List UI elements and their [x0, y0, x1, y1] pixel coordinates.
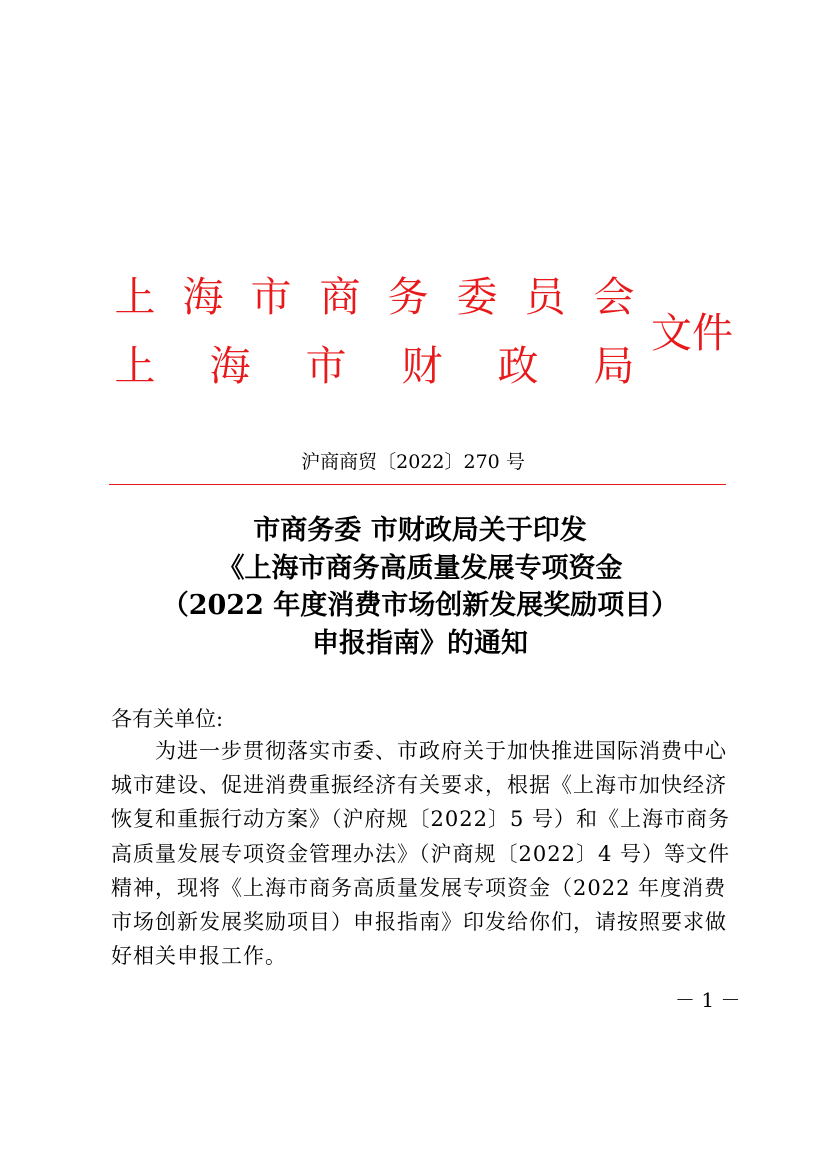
issuer-char: 市	[250, 273, 292, 321]
title-line: （2022 年度消费市场创新发展奖励项目）	[161, 590, 679, 621]
body-line: 城市建设、促进消费重振经济有关要求，根据《上海市加快经济	[111, 773, 727, 798]
issuer-char: 委	[456, 273, 498, 321]
file-label: 文件	[651, 309, 733, 357]
body-line: 高质量发展专项资金管理办法》（沪商规〔2022〕4 号）等文件	[111, 841, 730, 866]
issuer-char: 上	[114, 273, 156, 321]
issuer-char: 财	[401, 342, 443, 390]
title-line: 《上海市商务高质量发展专项资金	[217, 552, 623, 584]
issuer-char: 务	[387, 273, 429, 321]
body-line: 为进一步贯彻落实市委、市政府关于加快推进国际消费中心	[111, 739, 727, 763]
issuer-char: 会	[593, 273, 635, 321]
salutation: 各有关单位:	[111, 707, 224, 731]
page-number: － 1 －	[675, 988, 741, 1012]
document-title	[100, 512, 740, 662]
title-line: 市商务委 市财政局关于印发	[253, 515, 587, 546]
body-line: 精神，现将《上海市商务高质量发展专项资金（2022 年度消费	[111, 875, 727, 900]
title-line: 申报指南》的通知	[312, 627, 528, 659]
body-line: 恢复和重振行动方案》（沪府规〔2022〕5 号）和《上海市商务	[111, 807, 730, 832]
issuer-char: 市	[305, 342, 347, 390]
issuer-char: 海	[209, 342, 251, 390]
issuer-char: 员	[524, 273, 566, 321]
body-line: 好相关申报工作。	[111, 944, 287, 969]
issuer-char: 商	[319, 273, 361, 321]
issuer-char: 政	[497, 342, 539, 390]
issuer-char: 海	[182, 273, 224, 321]
red-divider	[109, 484, 726, 485]
document-number: 沪商商贸〔2022〕270 号	[301, 451, 525, 473]
body-paragraph	[111, 734, 730, 973]
body-line: 市场创新发展奖励项目）申报指南》印发给你们，请按照要求做	[111, 910, 727, 935]
issuer-char: 上	[114, 342, 156, 390]
issuer-char: 局	[593, 342, 635, 390]
